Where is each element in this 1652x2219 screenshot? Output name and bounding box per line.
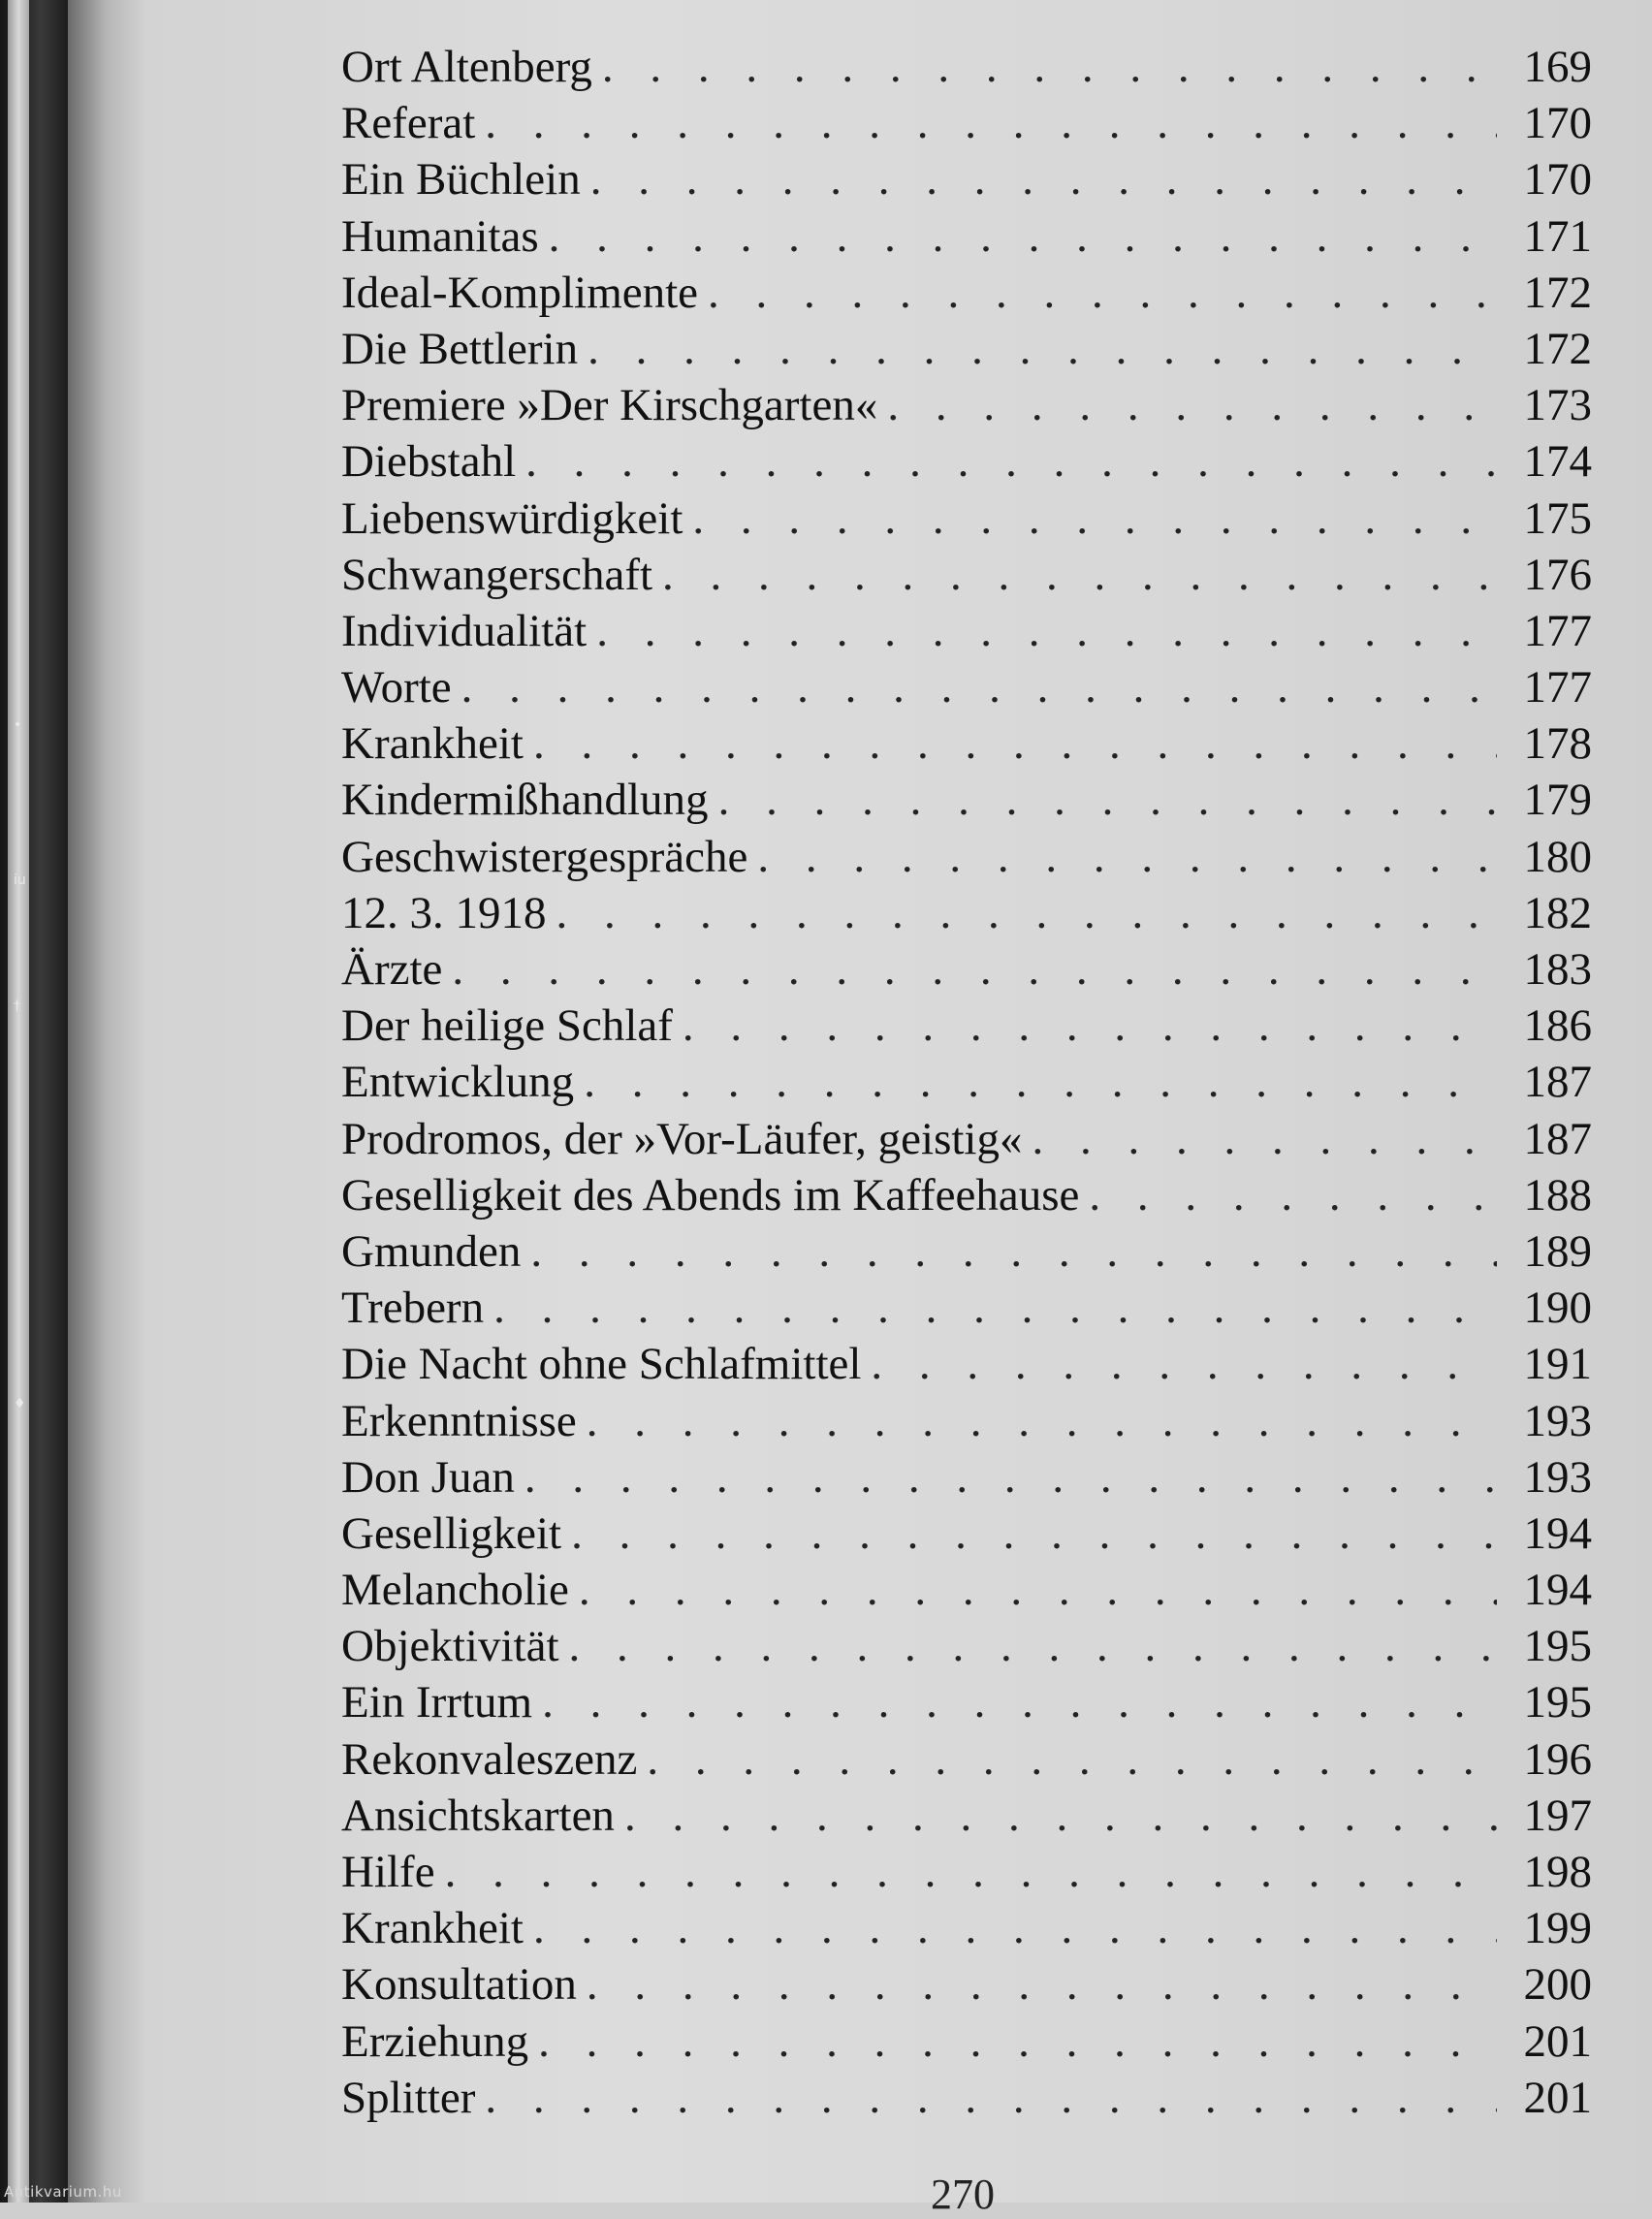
watermark: Antikvarium.hu [4,2183,122,2201]
toc-entry-page: 187 [1523,1057,1592,1108]
dot-leader [569,1620,1497,1672]
dot-leader [485,97,1497,149]
toc-entry-title: Der heilige Schlaf [341,1000,673,1052]
binding-mark: ♦ [14,1396,26,1411]
toc-entry-page: 183 [1523,944,1592,995]
dot-leader [452,943,1497,996]
toc-entry-title: 12. 3. 1918 [341,887,547,938]
dot-leader [525,435,1497,488]
toc-entry [341,267,1592,323]
toc-entry-page: 201 [1523,2072,1592,2123]
toc-entry-page: 170 [1523,98,1592,149]
dot-leader [549,210,1497,263]
dot-leader [588,323,1497,375]
toc-entry-title: Ärzte [341,944,443,995]
dot-leader [624,1790,1497,1842]
toc-entry-page: 194 [1523,1507,1592,1559]
toc-entry-page: 178 [1523,718,1592,770]
toc-entry [341,1790,1592,1846]
toc-entry [341,2015,1592,2072]
toc-entry-title: Don Juan [341,1451,515,1503]
dot-leader [587,1958,1497,2011]
toc-entry-page: 172 [1523,267,1592,318]
toc-entry-page: 177 [1523,605,1592,656]
toc-entry-title: Humanitas [341,210,539,262]
dot-leader [542,1676,1497,1728]
dot-leader [647,1733,1497,1786]
toc-entry-title: Die Nacht ohne Schlafmittel [341,1339,862,1390]
toc-entry-title: Ideal-Komplimente [341,267,699,318]
toc-entry-title: Splitter [341,2072,476,2123]
toc-entry [341,943,1592,999]
toc-entry [341,1282,1592,1338]
toc-entry [341,492,1592,549]
toc-entry [341,1113,1592,1169]
toc-entry-title: Krankheit [341,1903,524,1954]
toc-entry [341,774,1592,830]
toc-entry-page: 173 [1523,380,1592,431]
toc-entry-page: 193 [1523,1451,1592,1503]
toc-entry-page: 195 [1523,1677,1592,1728]
dot-leader [493,1282,1497,1334]
toc-entry-page: 199 [1523,1903,1592,1954]
toc-entry-title: Erziehung [341,2015,529,2067]
page-number: 270 [931,2171,995,2218]
dot-leader [757,831,1497,883]
toc-entry-title: Liebenswürdigkeit [341,492,683,544]
dot-leader [887,379,1497,431]
toc-entry-page: 175 [1523,492,1592,544]
toc-entry [341,2072,1592,2128]
dot-leader [590,153,1497,206]
toc-entry [341,1451,1592,1507]
toc-entry-page: 182 [1523,887,1592,938]
toc-entry-page: 186 [1523,1000,1592,1052]
toc-entry-title: Kindermißhandlung [341,775,709,826]
toc-entry [341,1620,1592,1676]
dot-leader [596,605,1497,657]
toc-entry-title: Referat [341,98,476,149]
toc-entry-page: 180 [1523,831,1592,882]
toc-entry [341,153,1592,209]
dot-leader [533,717,1497,770]
toc-entry-title: Diebstahl [341,436,517,488]
toc-entry [341,1225,1592,1282]
toc-entry [341,999,1592,1056]
toc-entry [341,1056,1592,1112]
toc-entry-title: Rekonvaleszenz [341,1733,638,1785]
toc-entry-page: 177 [1523,662,1592,713]
dot-leader [571,1507,1497,1560]
toc-entry [341,717,1592,774]
toc-entry [341,97,1592,153]
binding-mark: † [14,999,20,1014]
dot-leader [524,1451,1497,1504]
dot-leader [871,1338,1497,1390]
toc-entry-page: 187 [1523,1113,1592,1164]
toc-entry-title: Geselligkeit [341,1507,562,1559]
toc-entry [341,1733,1592,1790]
dot-leader [1089,1169,1497,1221]
dot-leader [718,774,1497,826]
dot-leader [579,1564,1497,1616]
toc-entry-page: 174 [1523,436,1592,488]
table-of-contents [341,41,1592,2128]
dot-leader [445,1846,1497,1898]
toc-entry [341,1564,1592,1620]
toc-entry-title: Ein Irrtum [341,1677,533,1728]
toc-entry-title: Worte [341,662,452,713]
toc-entry-title: Die Bettlerin [341,323,579,374]
toc-entry-page: 191 [1523,1339,1592,1390]
toc-entry-page: 179 [1523,775,1592,826]
toc-entry-title: Premiere »Der Kirschgarten« [341,380,878,431]
toc-entry-page: 198 [1523,1847,1592,1897]
toc-entry-page: 169 [1523,42,1592,92]
toc-entry [341,549,1592,605]
toc-entry-title: Trebern [341,1283,485,1334]
toc-entry-page: 194 [1523,1565,1592,1616]
toc-entry-title: Prodromos, der »Vor-Läufer, geistig« [341,1113,1023,1164]
toc-entry-page: 188 [1523,1169,1592,1220]
dot-leader [530,1225,1497,1278]
toc-entry-page: 193 [1523,1395,1592,1446]
toc-entry-title: Schwangerschaft [341,549,653,600]
spine-edge [8,0,29,2203]
toc-entry [341,379,1592,435]
toc-entry [341,1338,1592,1394]
toc-entry-page: 195 [1523,1621,1592,1672]
toc-entry-page: 196 [1523,1733,1592,1785]
toc-entry [341,1507,1592,1564]
toc-entry-page: 176 [1523,549,1592,600]
binding-mark: • [14,717,22,733]
toc-entry-title: Hilfe [341,1847,435,1897]
toc-entry [341,605,1592,661]
dot-leader [584,1056,1497,1108]
dot-leader [683,999,1497,1052]
toc-entry-title: Objektivität [341,1621,559,1672]
toc-entry [341,323,1592,379]
dot-leader [533,1902,1497,1954]
dot-leader [602,41,1497,93]
toc-entry-title: Melancholie [341,1565,569,1616]
toc-entry-page: 171 [1523,210,1592,262]
toc-entry-title: Gmunden [341,1225,522,1277]
dot-leader [461,661,1497,713]
toc-entry [341,1395,1592,1451]
dot-leader [662,549,1497,601]
toc-entry-title: Geschwistergespräche [341,831,748,882]
dot-leader [692,492,1497,545]
dot-leader [485,2072,1497,2124]
toc-entry-title: Ansichtskarten [341,1790,615,1841]
dot-leader [538,2015,1497,2068]
dot-leader [556,887,1498,939]
toc-entry-page: 189 [1523,1225,1592,1277]
binding-mark: iu [14,872,26,888]
toc-entry-title: Entwicklung [341,1057,575,1108]
toc-entry-page: 172 [1523,323,1592,374]
toc-entry [341,887,1592,943]
toc-entry [341,1958,1592,2014]
toc-entry-title: Erkenntnisse [341,1395,577,1446]
toc-entry [341,1902,1592,1958]
toc-entry [341,661,1592,717]
toc-entry [341,210,1592,267]
dot-leader [587,1395,1497,1447]
dot-leader [1032,1113,1497,1165]
toc-entry-page: 170 [1523,154,1592,206]
toc-entry-title: Ein Büchlein [341,154,581,206]
toc-entry [341,41,1592,97]
toc-entry [341,1676,1592,1732]
toc-entry-page: 197 [1523,1790,1592,1841]
toc-entry-title: Konsultation [341,1959,577,2011]
toc-entry-page: 201 [1523,2015,1592,2067]
toc-entry-page: 200 [1523,1959,1592,2011]
toc-entry-title: Ort Altenberg [341,42,592,92]
toc-entry-page: 190 [1523,1283,1592,1334]
toc-entry-title: Krankheit [341,718,524,770]
dot-leader [708,267,1497,319]
page-gutter [68,0,145,2203]
toc-entry-title: Individualität [341,605,588,656]
toc-entry [341,831,1592,887]
toc-entry [341,1169,1592,1225]
toc-entry-title: Geselligkeit des Abends im Kaffeehause [341,1169,1080,1220]
toc-entry [341,435,1592,491]
toc-entry [341,1846,1592,1902]
